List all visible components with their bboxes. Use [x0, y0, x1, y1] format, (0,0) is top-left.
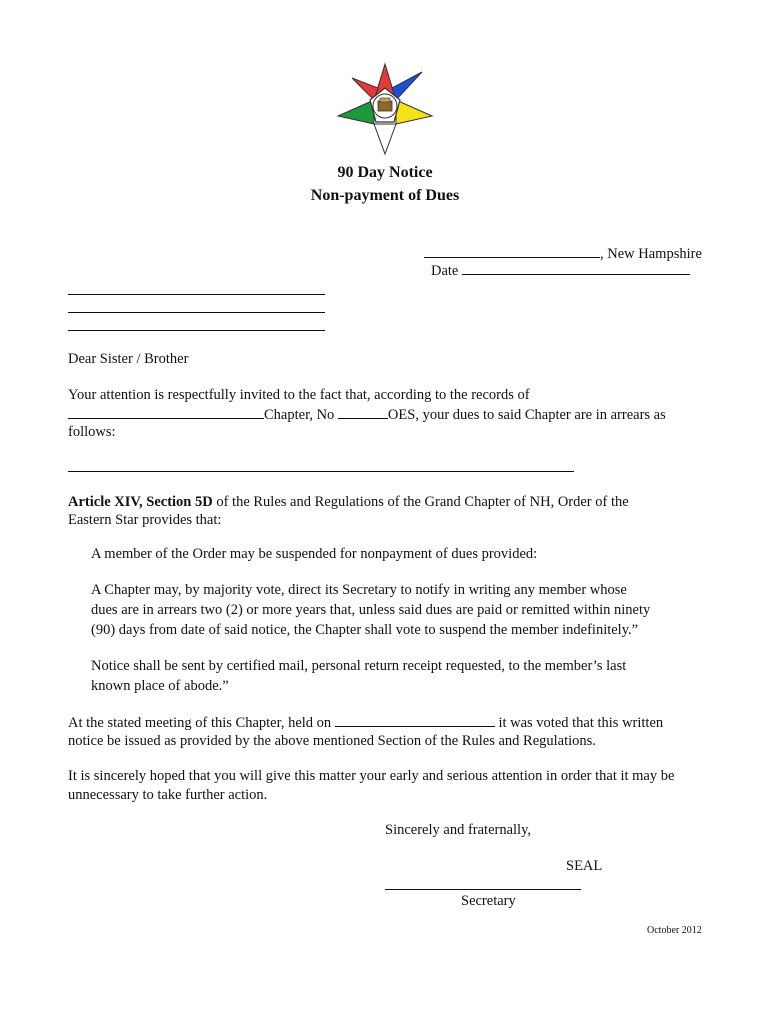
quote-p2-line-2: dues are in arrears two (2) or more years that, unless said dues are paid or remitted within ninety: [91, 602, 651, 618]
hope-line-1: It is sincerely hoped that you will give this matter your early and serious attention in order that it may be: [68, 768, 675, 784]
quote-p3-line-1: Notice shall be sent by certified mail, personal return receipt requested, to the member’s last: [91, 658, 627, 674]
meeting-line-1: [68, 714, 663, 732]
oes-text: OES, your dues to said Chapter are in arrears as: [387, 407, 666, 423]
signature-label: Secretary: [461, 893, 516, 909]
article-text: of the Rules and Regulations of the Grand Chapter of NH, Order of the: [212, 494, 629, 510]
quote-paragraph-1: A member of the Order may be suspended for nonpayment of dues provided:: [91, 546, 538, 562]
hope-line-2: unnecessary to take further action.: [68, 787, 268, 803]
date-blank[interactable]: [462, 262, 690, 275]
signature-blank[interactable]: [385, 889, 581, 890]
closing: Sincerely and fraternally,: [385, 822, 532, 838]
quote-p2-line-1: A Chapter may, by majority vote, direct its Secretary to notify in writing any member whose: [91, 582, 627, 598]
chapter-number-blank[interactable]: [338, 406, 388, 419]
meeting-date-blank[interactable]: [335, 714, 495, 727]
date-label: Date: [431, 263, 459, 279]
date-line: [431, 262, 690, 280]
quote-p2-line-3: (90) days from date of said notice, the Chapter shall vote to suspend the member indefinitely.”: [91, 622, 639, 638]
footer-date: October 2012: [647, 925, 702, 936]
quote-p3-line-2: known place of abode.”: [91, 678, 229, 694]
intro-line-3: follows:: [68, 424, 116, 440]
article-line-1: [68, 494, 629, 511]
city-blank[interactable]: [424, 245, 600, 258]
eastern-star-emblem-icon: [330, 58, 440, 158]
chapter-blank[interactable]: [68, 406, 264, 419]
page-subtitle: Non-payment of Dues: [310, 187, 460, 204]
seal-label: SEAL: [566, 858, 603, 874]
meeting-line-2: notice be issued as provided by the above mentioned Section of the Rules and Regulations.: [68, 733, 596, 749]
meeting-text-pre: At the stated meeting of this Chapter, held on: [68, 715, 332, 731]
article-reference: Article XIV, Section 5D: [68, 494, 213, 510]
chapter-label: Chapter, No: [264, 407, 335, 423]
page-title: 90 Day Notice: [337, 164, 433, 181]
state-label: , New Hampshire: [600, 246, 702, 262]
arrears-blank[interactable]: [68, 471, 574, 472]
address-blank-2[interactable]: [68, 312, 325, 313]
location-line: [424, 245, 702, 263]
address-blank-3[interactable]: [68, 330, 325, 331]
address-blank-1[interactable]: [68, 294, 325, 295]
greeting: Dear Sister / Brother: [68, 351, 189, 367]
intro-line-2: [68, 406, 666, 424]
article-line-2: Eastern Star provides that:: [68, 512, 222, 528]
meeting-text-post: it was voted that this written: [494, 715, 664, 731]
intro-line-1: Your attention is respectfully invited to the fact that, according to the records of: [68, 387, 530, 403]
